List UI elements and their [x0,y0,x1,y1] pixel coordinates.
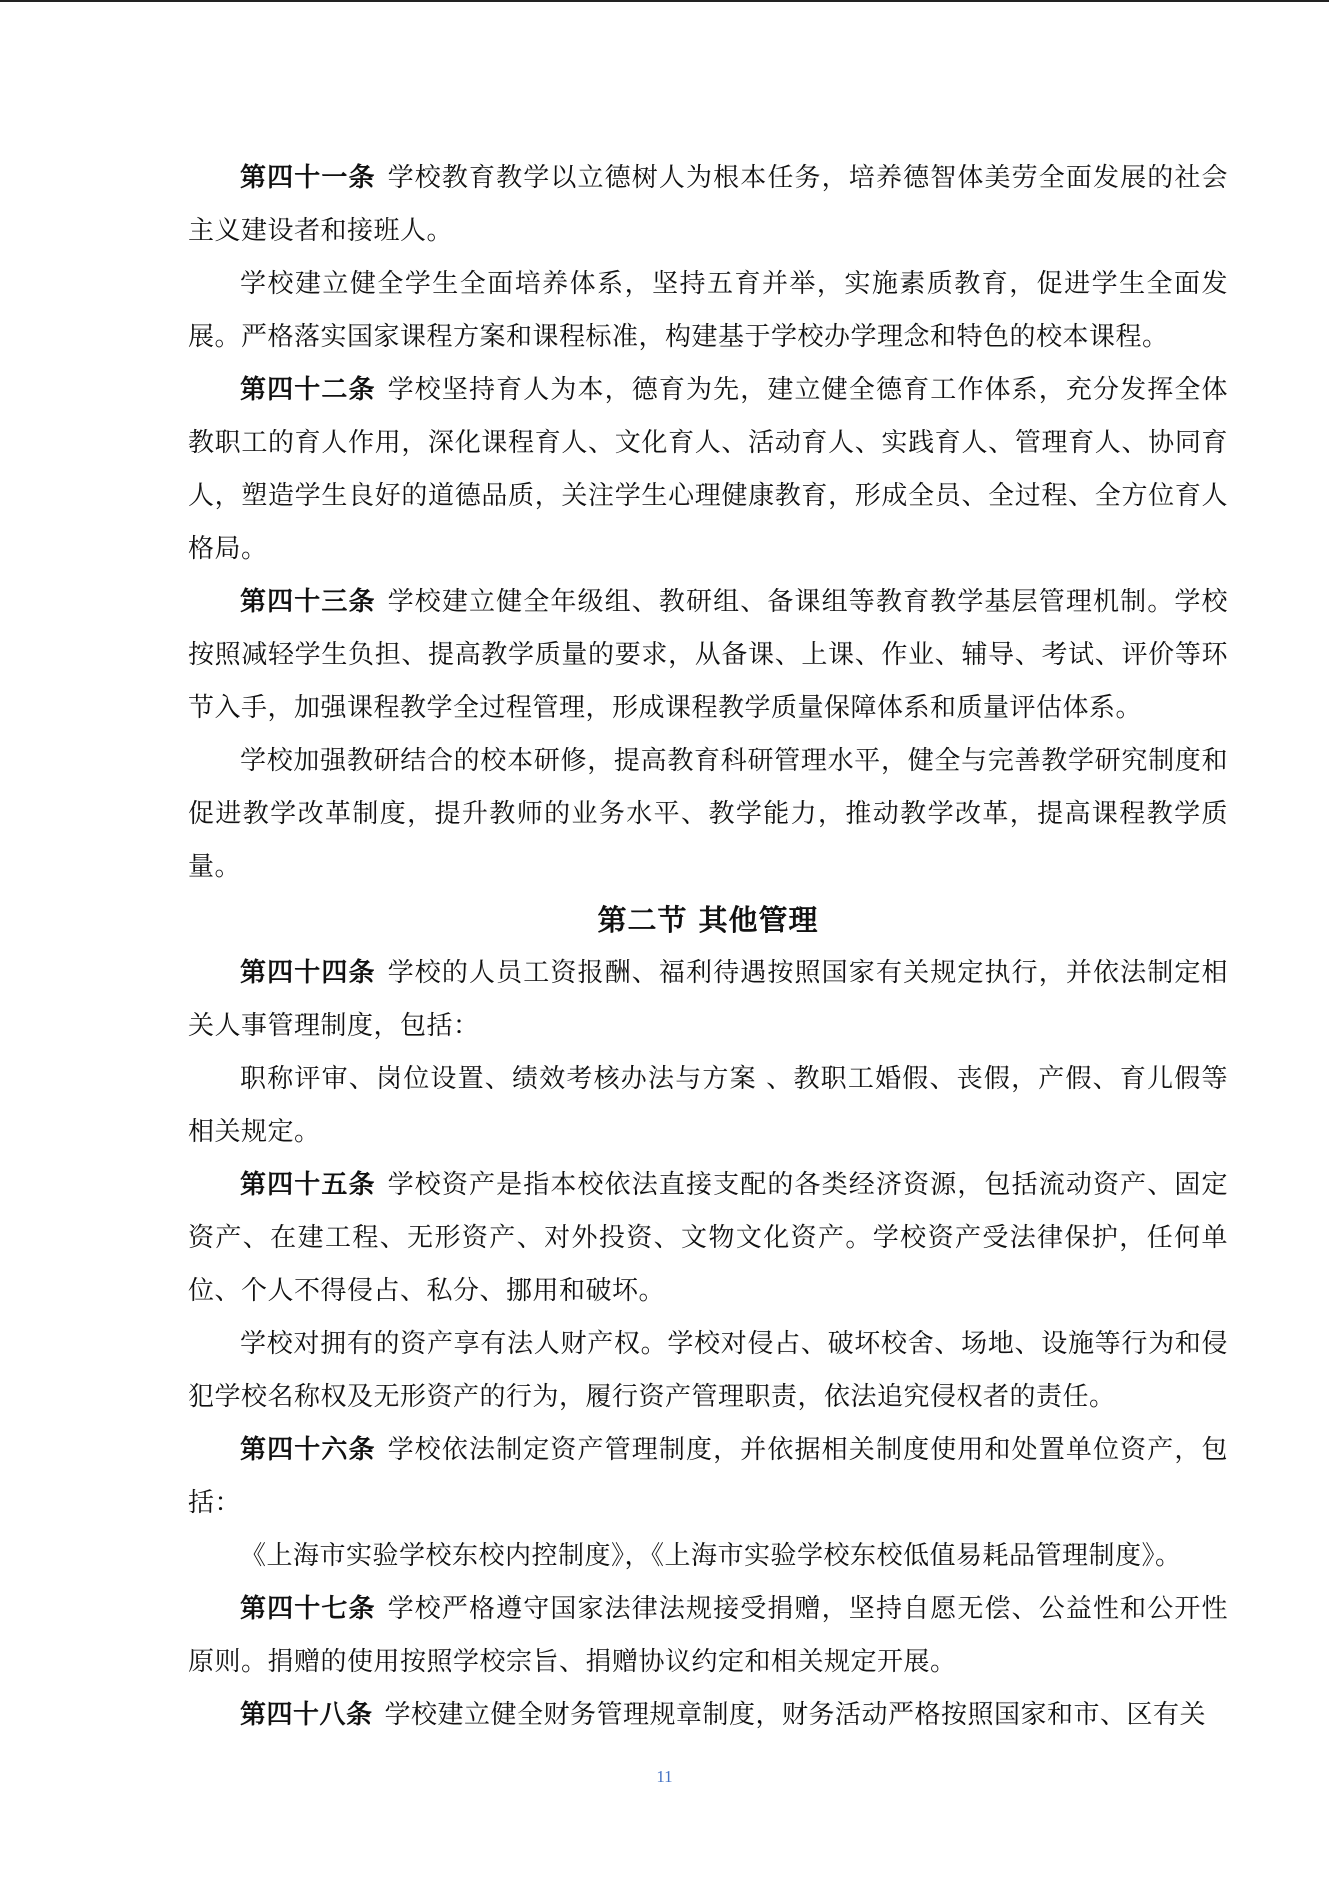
article-43 [188,576,1228,735]
article-number: 第四十六条 [240,1435,376,1465]
article-46 [188,1424,1228,1530]
article-43-paragraph-2: 学校加强教研结合的校本研修，提高教育科研管理水平，健全与完善教学研究制度和促进教学改革制度，提升教师的业务水平、教学能力，推动教学改革，提高课程教学质量。 [188,746,1228,882]
article-number: 第四十二条 [240,375,376,405]
article-text: 学校建立健全年级组、教研组、备课组等教育教学基层管理机制。学校按照减轻学生负担、提高教学质量的要求，从备课、上课、作业、辅导、考试、评价等环节入手，加强课程教学全过程管理，形成课程教学质量保障体系和质量评估体系。 [188,587,1228,723]
article-number: 第四十四条 [240,958,376,988]
article-48 [188,1689,1228,1742]
article-text: 学校建立健全财务管理规章制度，财务活动严格按照国家和市、区有关 [384,1700,1207,1730]
article-number: 第四十八条 [240,1700,373,1730]
article-41 [188,152,1228,258]
article-text: 学校依法制定资产管理制度，并依据相关制度使用和处置单位资产，包括： [188,1435,1228,1518]
article-45 [188,1159,1228,1318]
document-body [188,152,1228,1742]
article-text: 学校的人员工资报酬、福利待遇按照国家有关规定执行，并依法制定相关人事管理制度，包括： [188,958,1228,1041]
article-number: 第四十七条 [240,1594,376,1624]
article-44 [188,947,1228,1053]
article-text: 学校教育教学以立德树人为根本任务，培养德智体美劳全面发展的社会主义建设者和接班人。 [188,163,1228,246]
article-text: 学校严格遵守国家法律法规接受捐赠，坚持自愿无偿、公益性和公开性原则。捐赠的使用按照学校宗旨、捐赠协议约定和相关规定开展。 [188,1594,1228,1677]
page-number: 11 [656,1767,673,1786]
section-heading: 第二节 其他管理 [597,903,819,937]
top-border-line [0,0,1329,2]
article-45-paragraph-2: 学校对拥有的资产享有法人财产权。学校对侵占、破坏校舍、场地、设施等行为和侵犯学校名称权及无形资产的行为，履行资产管理职责，依法追究侵权者的责任。 [188,1329,1228,1412]
article-44-paragraph-2: 职称评审、岗位设置、绩效考核办法与方案 、教职工婚假、丧假，产假、育儿假等相关规定。 [188,1064,1228,1147]
article-number: 第四十三条 [240,587,376,617]
article-number: 第四十五条 [240,1170,376,1200]
article-47 [188,1583,1228,1689]
article-46-paragraph-2: 《上海市实验学校东校内控制度》，《上海市实验学校东校低值易耗品管理制度》。 [240,1541,1182,1571]
article-42 [188,364,1228,576]
article-text: 学校资产是指本校依法直接支配的各类经济资源，包括流动资产、固定资产、在建工程、无形资产、对外投资、文物文化资产。学校资产受法律保护，任何单位、个人不得侵占、私分、挪用和破坏。 [188,1170,1228,1306]
article-number: 第四十一条 [240,163,376,193]
article-text: 学校坚持育人为本，德育为先，建立健全德育工作体系，充分发挥全体教职工的育人作用，深化课程育人、文化育人、活动育人、实践育人、管理育人、协同育人，塑造学生良好的道德品质，关注学生心理健康教育，形成全员、全过程、全方位育人格局。 [188,375,1228,564]
article-41-paragraph-2: 学校建立健全学生全面培养体系，坚持五育并举，实施素质教育，促进学生全面发展。严格落实国家课程方案和课程标准，构建基于学校办学理念和特色的校本课程。 [188,269,1228,352]
